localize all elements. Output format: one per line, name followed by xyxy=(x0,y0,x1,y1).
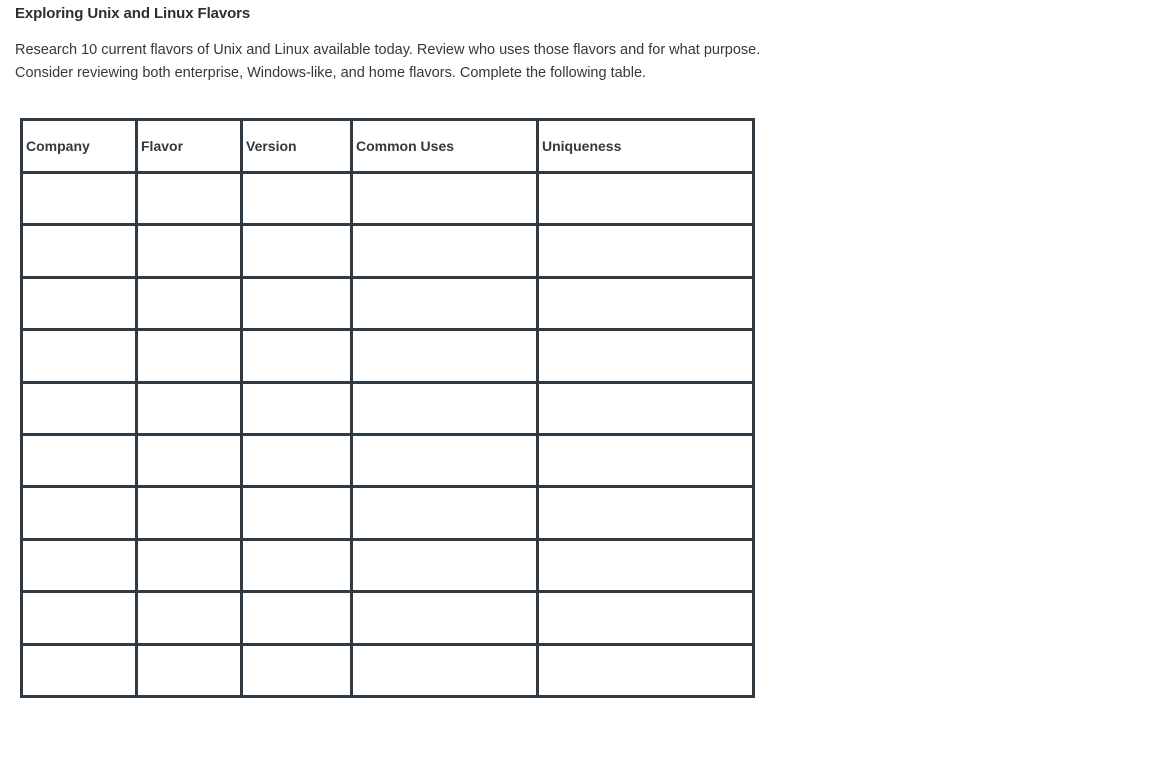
cell-company[interactable] xyxy=(22,592,137,644)
cell-flavor[interactable] xyxy=(137,434,242,486)
cell-uniqueness[interactable] xyxy=(538,487,754,539)
header-version: Version xyxy=(242,120,352,173)
cell-flavor[interactable] xyxy=(137,173,242,225)
cell-version[interactable] xyxy=(242,382,352,434)
table-row xyxy=(22,277,754,329)
cell-common-uses[interactable] xyxy=(352,487,538,539)
cell-uniqueness[interactable] xyxy=(538,644,754,696)
cell-uniqueness[interactable] xyxy=(538,225,754,277)
table-row xyxy=(22,592,754,644)
flavors-table xyxy=(20,118,755,698)
cell-version[interactable] xyxy=(242,434,352,486)
cell-uniqueness[interactable] xyxy=(538,539,754,591)
table-row xyxy=(22,382,754,434)
table-row xyxy=(22,539,754,591)
cell-version[interactable] xyxy=(242,539,352,591)
cell-common-uses[interactable] xyxy=(352,382,538,434)
cell-common-uses[interactable] xyxy=(352,225,538,277)
cell-version[interactable] xyxy=(242,644,352,696)
cell-version[interactable] xyxy=(242,225,352,277)
cell-company[interactable] xyxy=(22,434,137,486)
cell-flavor[interactable] xyxy=(137,539,242,591)
cell-version[interactable] xyxy=(242,330,352,382)
header-flavor: Flavor xyxy=(137,120,242,173)
intro-line-1: Research 10 current flavors of Unix and Linux available today. Review who uses those flavors and for what purpose. xyxy=(15,42,761,58)
header-common-uses: Common Uses xyxy=(352,120,538,173)
table-row xyxy=(22,225,754,277)
header-company: Company xyxy=(22,120,137,173)
cell-company[interactable] xyxy=(22,173,137,225)
cell-uniqueness[interactable] xyxy=(538,173,754,225)
cell-flavor[interactable] xyxy=(137,487,242,539)
cell-flavor[interactable] xyxy=(137,592,242,644)
table-row xyxy=(22,487,754,539)
cell-uniqueness[interactable] xyxy=(538,330,754,382)
document-title: Exploring Unix and Linux Flavors xyxy=(15,5,251,22)
cell-uniqueness[interactable] xyxy=(538,382,754,434)
cell-version[interactable] xyxy=(242,487,352,539)
cell-common-uses[interactable] xyxy=(352,644,538,696)
cell-company[interactable] xyxy=(22,225,137,277)
cell-version[interactable] xyxy=(242,277,352,329)
cell-company[interactable] xyxy=(22,644,137,696)
table-row xyxy=(22,644,754,696)
intro-paragraph xyxy=(15,39,760,85)
cell-flavor[interactable] xyxy=(137,330,242,382)
cell-common-uses[interactable] xyxy=(352,592,538,644)
cell-company[interactable] xyxy=(22,539,137,591)
table-row xyxy=(22,434,754,486)
table-body xyxy=(22,173,754,697)
cell-flavor[interactable] xyxy=(137,225,242,277)
cell-company[interactable] xyxy=(22,487,137,539)
cell-uniqueness[interactable] xyxy=(538,592,754,644)
cell-common-uses[interactable] xyxy=(352,173,538,225)
cell-company[interactable] xyxy=(22,382,137,434)
cell-flavor[interactable] xyxy=(137,382,242,434)
table-row xyxy=(22,330,754,382)
table-header-row xyxy=(22,120,754,173)
cell-common-uses[interactable] xyxy=(352,277,538,329)
cell-version[interactable] xyxy=(242,592,352,644)
cell-uniqueness[interactable] xyxy=(538,277,754,329)
cell-uniqueness[interactable] xyxy=(538,434,754,486)
cell-flavor[interactable] xyxy=(137,277,242,329)
cell-common-uses[interactable] xyxy=(352,434,538,486)
table-row xyxy=(22,173,754,225)
cell-flavor[interactable] xyxy=(137,644,242,696)
cell-common-uses[interactable] xyxy=(352,539,538,591)
cell-company[interactable] xyxy=(22,277,137,329)
cell-version[interactable] xyxy=(242,173,352,225)
cell-common-uses[interactable] xyxy=(352,330,538,382)
intro-line-2: Consider reviewing both enterprise, Windows-like, and home flavors. Complete the following table. xyxy=(15,65,647,81)
header-uniqueness: Uniqueness xyxy=(538,120,754,173)
cell-company[interactable] xyxy=(22,330,137,382)
